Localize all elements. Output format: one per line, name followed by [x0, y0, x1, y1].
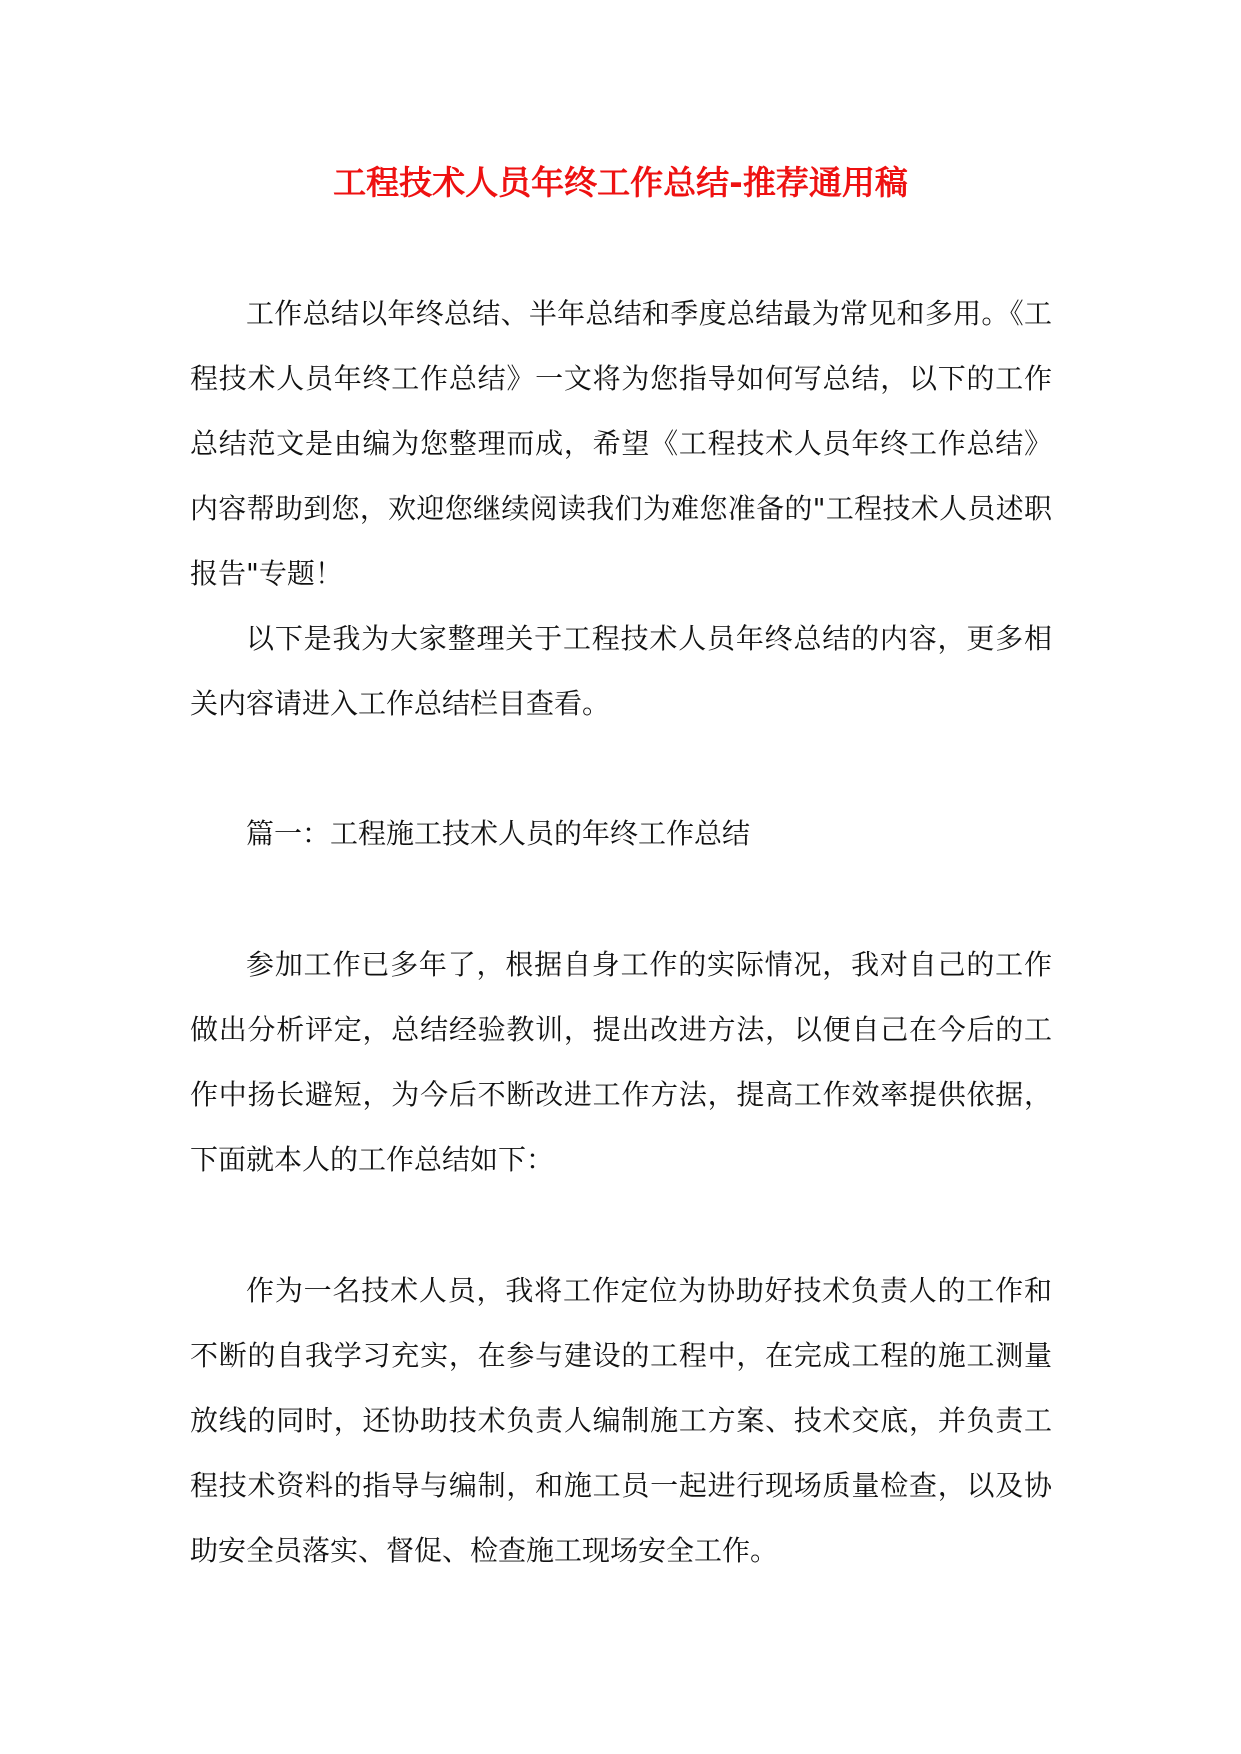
- body-paragraph: 作为一名技术人员，我将工作定位为协助好技术负责人的工作和不断的自我学习充实，在参与建设的工程中，在完成工程的施工测量放线的同时，还协助技术负责人编制施工方案、技术交底，并负责工程技术资料的指导与编制，和施工员一起进行现场质量检查，以及协助安全员落实、督促、检查施工现场安全工作。: [190, 1274, 1052, 1567]
- section-heading: 篇一：工程施工技术人员的年终工作总结: [246, 817, 751, 850]
- document-title: 工程技术人员年终工作总结-推荐通用稿: [333, 163, 908, 202]
- body-paragraph: 参加工作已多年了，根据自身工作的实际情况，我对自己的工作做出分析评定，总结经验教训，提出改进方法，以便自己在今后的工作中扬长避短，为今后不断改进工作方法，提高工作效率提供依据，下面就本人的工作总结如下：: [190, 948, 1052, 1176]
- intro-note-paragraph: 以下是我为大家整理关于工程技术人员年终总结的内容，更多相关内容请进入工作总结栏目查看。: [190, 622, 1052, 720]
- intro-paragraph: 工作总结以年终总结、半年总结和季度总结最为常见和多用。《工程技术人员年终工作总结》一文将为您指导如何写总结，以下的工作总结范文是由编为您整理而成，希望《工程技术人员年终工作总结》内容帮助到您，欢迎您继续阅读我们为难您准备的"工程技术人员述职报告"专题！: [190, 297, 1052, 590]
